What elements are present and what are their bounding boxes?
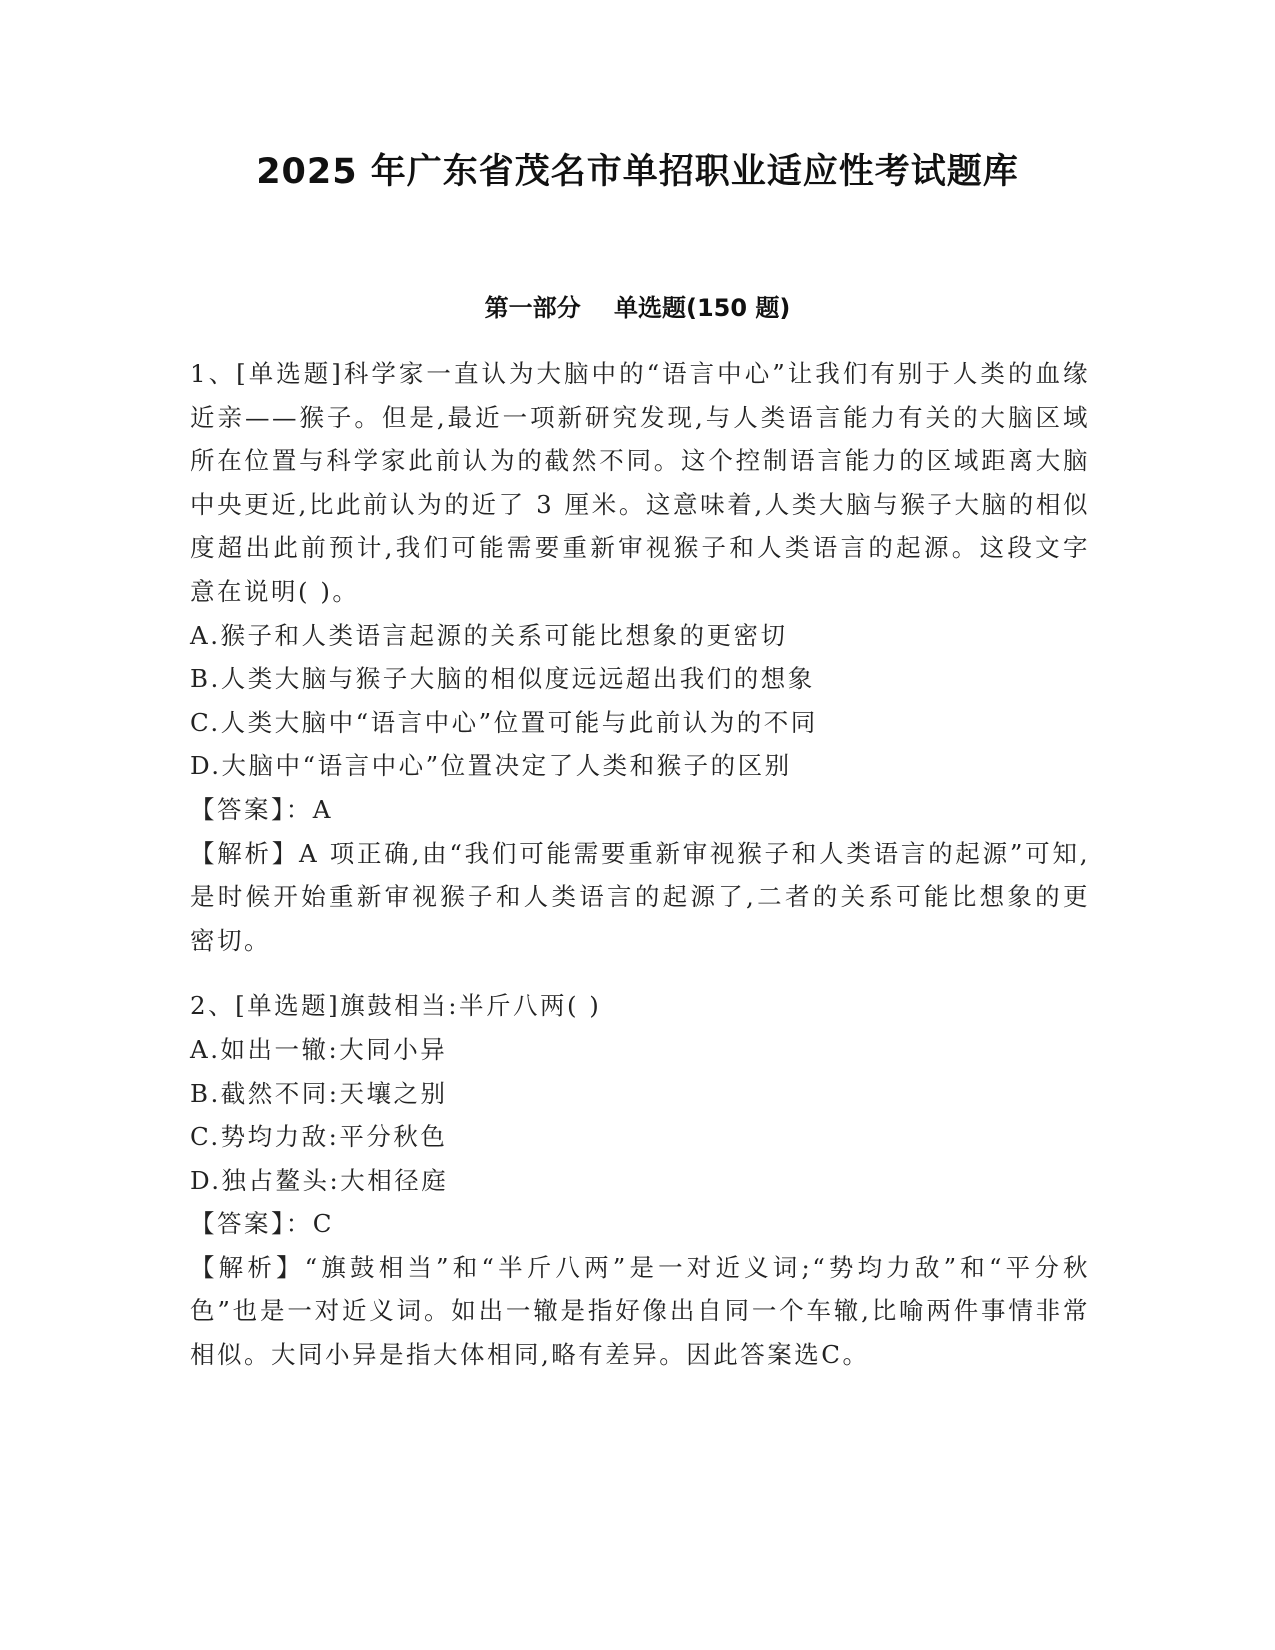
answer-line: 【答案】：A [190,794,333,824]
document-title: 2025 年广东省茂名市单招职业适应性考试题库 [256,152,1019,192]
analysis-text: 【解析】“旗鼓相当”和“半斤八两”是一对近义词;“势均力敌”和“平分秋色”也是一对近义词。如出一辙是指好像出自同一个车辙,比喻两件事情非常相似。大同小异是指大体相同,略有差异。因此答案选C。 [190,1252,1090,1370]
option-d: D.大脑中“语言中心”位置决定了人类和猴子的区别 [190,751,792,781]
question-stem: 2、[单选题]旗鼓相当:半斤八两( ) [190,991,602,1021]
option-b: B.人类大脑与猴子大脑的相似度远远超出我们的想象 [190,664,815,694]
option-c: C.势均力敌:平分秋色 [190,1122,448,1152]
answer-line: 【答案】：C [190,1209,334,1239]
question-stem: 1、[单选题]科学家一直认为大脑中的“语言中心”让我们有别于人类的血缘近亲——猴子。但是,最近一项新研究发现,与人类语言能力有关的大脑区域所在位置与科学家此前认为的截然不同。这个控制语言能力的区域距离大脑中央更近,比此前认为的近了 3 厘米。这意味着,人类大脑与猴子大脑的相似度超出此前预计,我们可能需要重新审视猴子和人类语言的起源。这段文字意在说明( )。 [190,359,1090,606]
question-item [190,352,1090,962]
question-item [190,984,1090,1376]
option-a: A.如出一辙:大同小异 [190,1034,448,1064]
option-c: C.人类大脑中“语言中心”位置可能与此前认为的不同 [190,707,818,737]
option-b: B.截然不同:天壤之别 [190,1078,448,1108]
option-d: D.独占鳌头:大相径庭 [190,1165,449,1195]
question-list [190,352,1090,1377]
option-a: A.猴子和人类语言起源的关系可能比想象的更密切 [190,620,788,650]
analysis-text: 【解析】A 项正确,由“我们可能需要重新审视猴子和人类语言的起源”可知,是时候开始重新审视猴子和人类语言的起源了,二者的关系可能比想象的更密切。 [190,838,1090,955]
section-heading: 第一部分 单选题(150 题) [484,294,791,322]
